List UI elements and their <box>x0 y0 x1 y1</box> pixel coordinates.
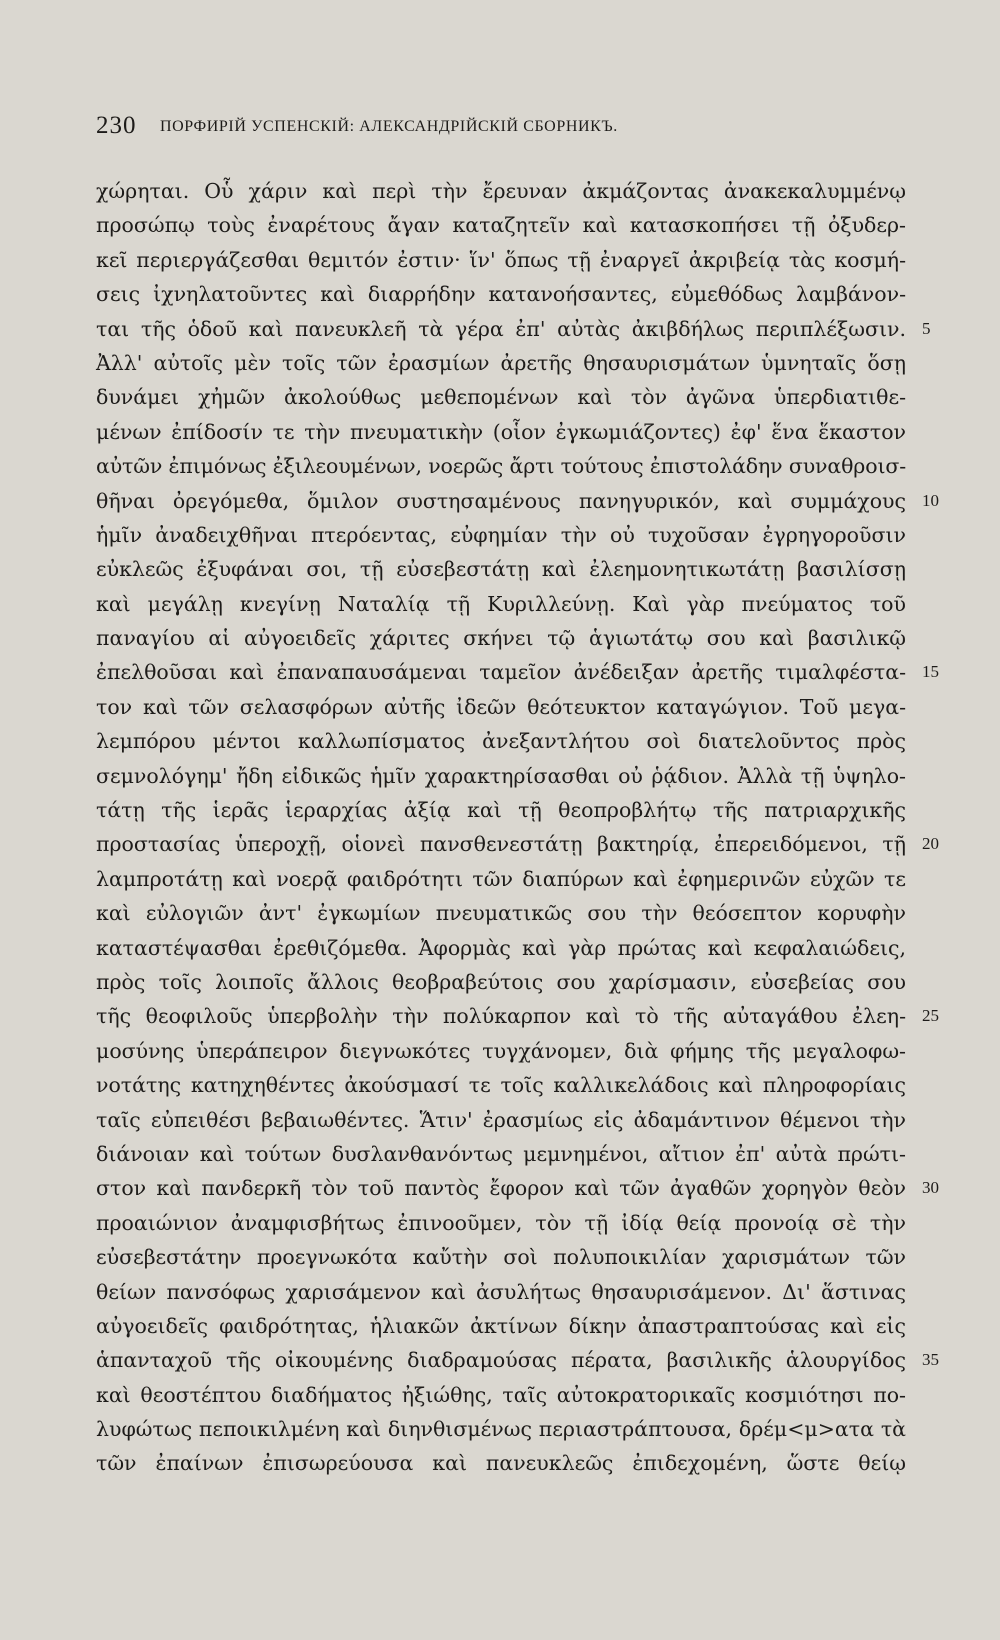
line-text: δυνάμει χἠμῶν ἀκολούθως μεθεπομένων καὶ τὸν ἀγῶνα ὑπερδιατιθε- <box>96 385 906 410</box>
line-text: Ἀλλ' αὐτοῖς μὲν τοῖς τῶν ἐρασμίων ἀρετῆς θησαυρισμάτων ὑμνηταῖς ὅσῃ <box>96 350 906 375</box>
text-line <box>96 415 906 449</box>
text-line <box>96 759 906 793</box>
page-header <box>96 112 916 152</box>
text-line <box>96 1171 939 1205</box>
line-text: τῆς θεοφιλοῦς ὑπερβολὴν τὴν πολύκαρπον καὶ τὸ τῆς αὐταγάθου ἐλεη- <box>96 1004 906 1029</box>
line-text: τον καὶ τῶν σελασφόρων αὐτῆς ἰδεῶν θεότευκτον καταγώγιον. Τοῦ μεγα- <box>96 694 906 719</box>
text-line <box>96 518 906 552</box>
line-text: αὐτῶν ἐπιμόνως ἐξιλεουμένων, νοερῶς ἄρτι τούτους ἐπιστολάδην συναθροισ- <box>96 454 906 479</box>
line-text: λυφώτως πεποικιλμένη καὶ διηνθισμένως περιαστράπτουσα, δρέμ<μ>ατα τὰ <box>96 1417 906 1442</box>
text-line <box>96 552 906 586</box>
line-text: ἡμῖν ἀναδειχθῆναι πτερόεντας, εὐφημίαν τὴν οὐ τυχοῦσαν ἐγρηγοροῦσιν <box>96 522 906 547</box>
text-line <box>96 208 906 242</box>
line-text: καταστέψασθαι ἐρεθιζόμεθα. Ἀφορμὰς καὶ γὰρ πρώτας καὶ κεφαλαιώδεις, <box>96 935 906 960</box>
line-text: θείων πανσόφως χαρισάμενον καὶ ἀσυλήτως θησαυρισάμενον. Δι' ἅστινας <box>96 1279 906 1304</box>
text-line <box>96 999 939 1033</box>
text-line <box>96 896 906 930</box>
line-text: κεῖ περιεργάζεσθαι θεμιτόν ἐστιν· ἵν' ὅπως τῇ ἐναργεῖ ἀκριβείᾳ τὰς κοσμή- <box>96 247 906 272</box>
line-text: λεμπόρου μέντοι καλλωπίσματος ἀνεξαντλήτου σοὶ διατελοῦντος πρὸς <box>96 729 906 754</box>
text-line <box>96 655 939 689</box>
line-text: αὐγοειδεῖς φαιδρότητας, ἡλιακῶν ἀκτίνων δίκην ἀπαστραπτούσας καὶ εἰς <box>96 1313 906 1338</box>
line-text: καὶ θεοστέπτου διαδήματος ἠξιώθης, ταῖς αὐτοκρατορικαῖς κοσμιότησι πο- <box>96 1382 906 1407</box>
line-text: σεις ἰχνηλατοῦντες καὶ διαρρήδην κατανοήσαντες, εὐμεθόδως λαμβάνον- <box>96 282 906 307</box>
line-text: ἁπανταχοῦ τῆς οἰκουμένης διαδραμούσας πέρατα, βασιλικῆς ἁλουργίδος <box>96 1348 906 1373</box>
line-text: εὐκλεῶς ἐξυφάναι σοι, τῇ εὐσεβεστάτῃ καὶ ἐλεημονητικωτάτῃ βασιλίσσῃ <box>96 557 906 582</box>
text-line <box>96 793 906 827</box>
line-text: λαμπροτάτῃ καὶ νοερᾷ φαιδρότητι τῶν διαπύρων καὶ ἐφημερινῶν εὐχῶν τε <box>96 866 906 891</box>
line-number: 15 <box>922 662 939 682</box>
line-text: σεμνολόγημ' ἤδη εἰδικῶς ἡμῖν χαρακτηρίσασθαι οὐ ῥᾴδιον. Ἀλλὰ τῇ ὑψηλο- <box>96 763 906 788</box>
line-text: θῆναι ὀρεγόμεθα, ὅμιλον συστησαμένους πανηγυρικόν, καὶ συμμάχους <box>96 488 906 513</box>
line-text: εὐσεβεστάτην προεγνωκότα καὔτὴν σοὶ πολυποικιλίαν χαρισμάτων τῶν <box>96 1245 906 1270</box>
text-line <box>96 931 906 965</box>
text-line <box>96 312 931 346</box>
line-text: καὶ μεγάλῃ κνεγίνῃ Ναταλίᾳ τῇ Κυριλλεύνῃ. Καὶ γὰρ πνεύματος τοῦ <box>96 591 906 616</box>
line-text: πρὸς τοῖς λοιποῖς ἄλλοις θεοβραβεύτοις σου χαρίσμασιν, εὐσεβείας σου <box>96 969 906 994</box>
text-line <box>96 1309 906 1343</box>
running-head: ПОРФИРІЙ УСПЕНСКІЙ: АЛЕКСАНДРІЙСКІЙ СБОРНИКЪ. <box>160 118 618 135</box>
line-text: προσώπῳ τοὺς ἐναρέτους ἄγαν καταζητεῖν καὶ κατασκοπήσει τῇ ὀξυδερ- <box>96 213 906 238</box>
line-number: 35 <box>922 1350 939 1370</box>
text-line <box>96 1343 939 1377</box>
text-line <box>96 1378 906 1412</box>
line-number: 5 <box>922 318 931 338</box>
line-text: ται τῆς ὁδοῦ καὶ πανευκλεῆ τὰ γέρα ἐπ' αὐτὰς ἀκιβδήλως περιπλέξωσιν. <box>96 316 906 341</box>
line-text: χώρηται. Οὗ χάριν καὶ περὶ τὴν ἔρευναν ἀκμάζοντας ἀνακεκαλυμμένῳ <box>96 179 906 203</box>
line-text: στον καὶ πανδερκῆ τὸν τοῦ παντὸς ἔφορον καὶ τῶν ἀγαθῶν χορηγὸν θεὸν <box>96 1176 906 1201</box>
text-line <box>96 1275 906 1309</box>
text-line <box>96 484 939 518</box>
text-line <box>96 690 906 724</box>
text-line <box>96 965 906 999</box>
line-text: διάνοιαν καὶ τούτων δυσλανθανόντως μεμνημένοι, αἴτιον ἐπ' αὐτὰ πρώτι- <box>96 1141 906 1166</box>
text-line <box>96 1446 906 1480</box>
text-line <box>96 380 906 414</box>
line-text: μένων ἐπίδοσίν τε τὴν πνευματικὴν (οἷον ἐγκωμιάζοντες) ἐφ' ἕνα ἕκαστον <box>96 419 906 444</box>
text-line <box>96 621 906 655</box>
text-line <box>96 587 906 621</box>
line-number: 10 <box>922 490 939 510</box>
line-number: 30 <box>922 1178 939 1198</box>
line-number: 20 <box>922 834 939 854</box>
text-line <box>96 243 906 277</box>
line-text: ταῖς εὐπειθέσι βεβαιωθέντες. Ἅτιν' ἐρασμίως εἰς ἀδαμάντινον θέμενοι τὴν <box>96 1107 906 1132</box>
text-line <box>96 449 906 483</box>
text-line <box>96 1034 906 1068</box>
text-line <box>96 1240 906 1274</box>
text-line <box>96 1068 906 1102</box>
line-text: τάτῃ τῆς ἱερᾶς ἱεραρχίας ἀξίᾳ καὶ τῇ θεοπροβλήτῳ τῆς πατριαρχικῆς <box>96 798 906 823</box>
line-text: προστασίας ὑπεροχῇ, οἱονεὶ πανσθενεστάτῃ βακτηρίᾳ, ἐπερειδόμενοι, τῇ <box>96 832 906 857</box>
line-text: ἐπελθοῦσαι καὶ ἐπαναπαυσάμεναι ταμεῖον ἀνέδειξαν ἀρετῆς τιμαλφέστα- <box>96 660 906 685</box>
line-text: τῶν ἐπαίνων ἐπισωρεύουσα καὶ πανευκλεῶς ἐπιδεχομένη, ὥστε θείῳ <box>96 1451 906 1476</box>
text-line <box>96 277 906 311</box>
line-text: μοσύνης ὑπεράπειρον διεγνωκότες τυγχάνομεν, διὰ φήμης τῆς μεγαλοφω- <box>96 1038 906 1063</box>
line-number: 25 <box>922 1006 939 1026</box>
line-text: παναγίου αἱ αὐγοειδεῖς χάριτες σκήνει τῷ ἁγιωτάτῳ σου καὶ βασιλικῷ <box>96 626 906 651</box>
text-line <box>96 862 906 896</box>
text-line <box>96 1206 906 1240</box>
line-text: προαιώνιον ἀναμφισβήτως ἐπινοοῦμεν, τὸν τῇ ἰδίᾳ θείᾳ προνοίᾳ σὲ τὴν <box>96 1210 906 1235</box>
text-line <box>96 1412 906 1446</box>
text-line <box>96 174 906 208</box>
text-line <box>96 724 906 758</box>
text-line <box>96 827 939 861</box>
text-line <box>96 346 906 380</box>
line-text: νοτάτης κατηχηθέντες ἀκούσμασί τε τοῖς καλλικελάδοις καὶ πληροφορίαις <box>96 1073 906 1098</box>
main-text <box>96 174 939 1481</box>
page-number: 230 <box>96 112 137 139</box>
text-line <box>96 1137 906 1171</box>
line-text: καὶ εὐλογιῶν ἀντ' ἐγκωμίων πνευματικῶς σου τὴν θεόσεπτον κορυφὴν <box>96 901 906 926</box>
text-line <box>96 1103 906 1137</box>
